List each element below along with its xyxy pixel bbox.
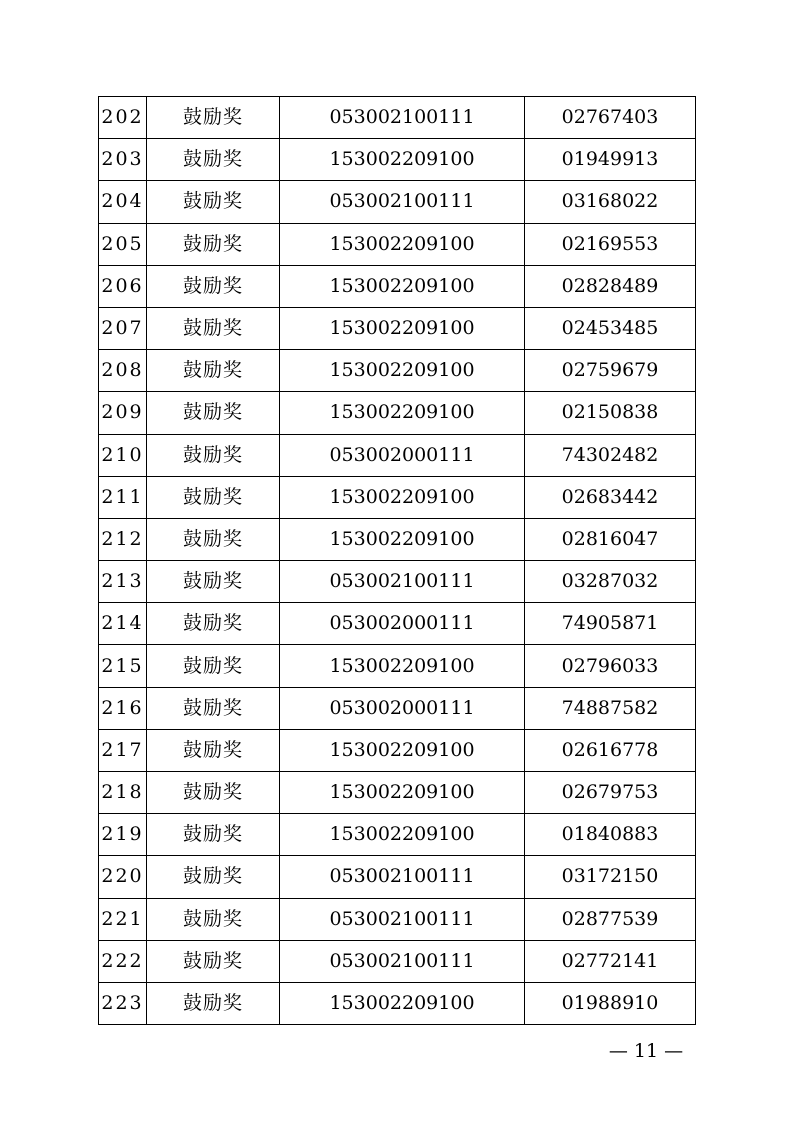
lottery-code-cell: 053002100111	[280, 561, 525, 603]
row-number-cell: 214	[99, 603, 147, 645]
row-number-cell: 219	[99, 814, 147, 856]
table-row	[99, 603, 696, 645]
ticket-number-cell: 02169553	[525, 223, 696, 265]
prize-type-cell: 鼓励奖	[147, 603, 280, 645]
lottery-code-cell: 053002100111	[280, 898, 525, 940]
table-row	[99, 476, 696, 518]
table-row	[99, 561, 696, 603]
row-number-cell: 220	[99, 856, 147, 898]
table-row	[99, 940, 696, 982]
lottery-code-cell: 153002209100	[280, 223, 525, 265]
table-row	[99, 645, 696, 687]
row-number-cell: 217	[99, 729, 147, 771]
table-row	[99, 772, 696, 814]
prize-type-cell: 鼓励奖	[147, 434, 280, 476]
ticket-number-cell: 74887582	[525, 687, 696, 729]
lottery-code-cell: 153002209100	[280, 350, 525, 392]
lottery-code-cell: 153002209100	[280, 772, 525, 814]
lottery-code-cell: 153002209100	[280, 265, 525, 307]
prize-type-cell: 鼓励奖	[147, 392, 280, 434]
prize-type-cell: 鼓励奖	[147, 97, 280, 139]
ticket-number-cell: 02772141	[525, 940, 696, 982]
ticket-number-cell: 02683442	[525, 476, 696, 518]
lottery-code-cell: 053002000111	[280, 687, 525, 729]
lottery-code-cell: 053002100111	[280, 181, 525, 223]
page-number: — 11 —	[608, 1040, 684, 1062]
ticket-number-cell: 02828489	[525, 265, 696, 307]
row-number-cell: 215	[99, 645, 147, 687]
prize-type-cell: 鼓励奖	[147, 307, 280, 349]
prize-type-cell: 鼓励奖	[147, 687, 280, 729]
row-number-cell: 205	[99, 223, 147, 265]
row-number-cell: 209	[99, 392, 147, 434]
table-row	[99, 687, 696, 729]
row-number-cell: 212	[99, 518, 147, 560]
ticket-number-cell: 03287032	[525, 561, 696, 603]
row-number-cell: 206	[99, 265, 147, 307]
prize-type-cell: 鼓励奖	[147, 940, 280, 982]
ticket-number-cell: 03168022	[525, 181, 696, 223]
prize-type-cell: 鼓励奖	[147, 265, 280, 307]
ticket-number-cell: 74302482	[525, 434, 696, 476]
prize-type-cell: 鼓励奖	[147, 982, 280, 1024]
row-number-cell: 223	[99, 982, 147, 1024]
prize-type-cell: 鼓励奖	[147, 181, 280, 223]
table-row	[99, 181, 696, 223]
row-number-cell: 213	[99, 561, 147, 603]
row-number-cell: 211	[99, 476, 147, 518]
row-number-cell: 210	[99, 434, 147, 476]
row-number-cell: 222	[99, 940, 147, 982]
table-row	[99, 139, 696, 181]
lottery-code-cell: 153002209100	[280, 645, 525, 687]
table-row	[99, 518, 696, 560]
table-row	[99, 223, 696, 265]
prize-type-cell: 鼓励奖	[147, 476, 280, 518]
ticket-number-cell: 02877539	[525, 898, 696, 940]
row-number-cell: 221	[99, 898, 147, 940]
table-row	[99, 392, 696, 434]
ticket-number-cell: 01988910	[525, 982, 696, 1024]
prize-type-cell: 鼓励奖	[147, 772, 280, 814]
table-body	[99, 97, 696, 1025]
lottery-code-cell: 053002100111	[280, 97, 525, 139]
table-row	[99, 265, 696, 307]
lottery-code-cell: 153002209100	[280, 518, 525, 560]
ticket-number-cell: 02453485	[525, 307, 696, 349]
prize-table	[98, 96, 696, 1025]
ticket-number-cell: 02759679	[525, 350, 696, 392]
ticket-number-cell: 02679753	[525, 772, 696, 814]
row-number-cell: 207	[99, 307, 147, 349]
table-row	[99, 982, 696, 1024]
table-row	[99, 898, 696, 940]
ticket-number-cell: 02616778	[525, 729, 696, 771]
row-number-cell: 202	[99, 97, 147, 139]
prize-type-cell: 鼓励奖	[147, 814, 280, 856]
lottery-code-cell: 053002100111	[280, 940, 525, 982]
ticket-number-cell: 02816047	[525, 518, 696, 560]
ticket-number-cell: 02796033	[525, 645, 696, 687]
ticket-number-cell: 74905871	[525, 603, 696, 645]
ticket-number-cell: 01949913	[525, 139, 696, 181]
prize-type-cell: 鼓励奖	[147, 561, 280, 603]
row-number-cell: 208	[99, 350, 147, 392]
prize-type-cell: 鼓励奖	[147, 139, 280, 181]
row-number-cell: 216	[99, 687, 147, 729]
prize-type-cell: 鼓励奖	[147, 645, 280, 687]
prize-type-cell: 鼓励奖	[147, 350, 280, 392]
table-row	[99, 307, 696, 349]
table-row	[99, 434, 696, 476]
lottery-code-cell: 053002000111	[280, 434, 525, 476]
table-row	[99, 856, 696, 898]
table-row	[99, 814, 696, 856]
ticket-number-cell: 02767403	[525, 97, 696, 139]
row-number-cell: 203	[99, 139, 147, 181]
table-row	[99, 97, 696, 139]
lottery-code-cell: 153002209100	[280, 139, 525, 181]
lottery-code-cell: 153002209100	[280, 476, 525, 518]
lottery-code-cell: 153002209100	[280, 814, 525, 856]
prize-type-cell: 鼓励奖	[147, 856, 280, 898]
row-number-cell: 204	[99, 181, 147, 223]
table-row	[99, 350, 696, 392]
lottery-code-cell: 153002209100	[280, 307, 525, 349]
lottery-code-cell: 053002000111	[280, 603, 525, 645]
prize-type-cell: 鼓励奖	[147, 518, 280, 560]
lottery-code-cell: 153002209100	[280, 729, 525, 771]
prize-type-cell: 鼓励奖	[147, 223, 280, 265]
lottery-code-cell: 153002209100	[280, 982, 525, 1024]
lottery-code-cell: 053002100111	[280, 856, 525, 898]
lottery-code-cell: 153002209100	[280, 392, 525, 434]
prize-type-cell: 鼓励奖	[147, 898, 280, 940]
ticket-number-cell: 02150838	[525, 392, 696, 434]
prize-type-cell: 鼓励奖	[147, 729, 280, 771]
ticket-number-cell: 01840883	[525, 814, 696, 856]
table-row	[99, 729, 696, 771]
ticket-number-cell: 03172150	[525, 856, 696, 898]
row-number-cell: 218	[99, 772, 147, 814]
